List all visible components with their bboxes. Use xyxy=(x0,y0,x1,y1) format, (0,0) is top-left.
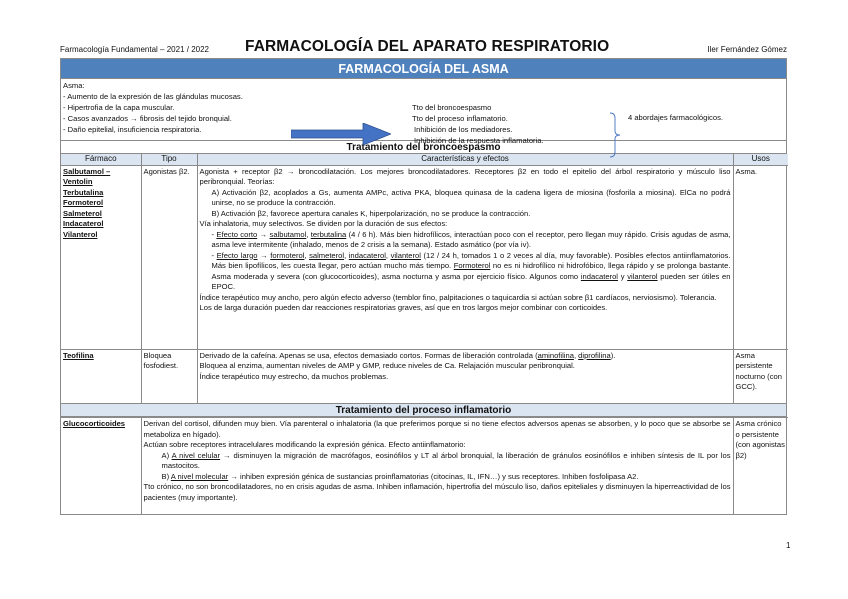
long-acting-label: Efecto largo xyxy=(216,250,258,260)
table-header-row xyxy=(61,154,788,165)
section-band-title: FARMACOLOGÍA DEL ASMA xyxy=(61,59,786,79)
drug-name: Glucocorticoides xyxy=(63,419,126,428)
inflammation-table xyxy=(61,417,788,514)
column-header-drug: Fármaco xyxy=(61,154,141,165)
short-acting-text: (4 / 6 h). Más bien hidrofílicos, interactúan poco con el receptor, pero llegan muy rápido. Crisis agudas de asma, asma leve intermitente (inhalado, menos de 2 crisis a la semana). Estado asmático (por vía iv). xyxy=(211,229,731,249)
drug-name: Salmeterol xyxy=(63,208,102,218)
separator: , xyxy=(573,350,579,360)
drug-name: Salbutamol – xyxy=(63,166,111,176)
target-item: Tto del broncoespasmo xyxy=(412,103,492,112)
features-paragraph: Actúan sobre receptores intracelulares modificando la expresión génica. Efecto antiinflamatorio: xyxy=(143,440,466,449)
theory-item: B) Activación β2, favorece apertura canales K, hiperpolarización, no se produce la contracción. xyxy=(211,208,531,218)
item-marker: B) xyxy=(161,471,171,481)
features-paragraph: Tto crónico, no son broncodilatadores, no en crisis agudas de asma. Inhiben inflamación, hipertrofia del músculo liso, daños epiteliales y disminuyen la hiperreactividad de los pacientes (muy importante). xyxy=(143,482,731,502)
table-row-teofilina xyxy=(61,349,788,403)
asthma-heading: Asma: xyxy=(63,81,85,90)
drug-mention: terbutalina xyxy=(310,229,347,239)
bronchospasm-table xyxy=(61,154,788,403)
asthma-pharmacology-table xyxy=(60,58,787,515)
drug-mention: formoterol xyxy=(270,250,305,260)
drug-mention: salmeterol xyxy=(309,250,345,260)
column-header-type: Tipo xyxy=(141,154,197,165)
features-paragraph: Los de larga duración pueden dar reacciones respiratorias graves, así que en tros largos mejor combinar con corticoides. xyxy=(199,303,608,312)
molecular-level-label: A nivel molecular xyxy=(170,471,229,481)
drug-name: Ventolin xyxy=(63,177,93,186)
long-acting-text: (12 / 24 h, tomados 1 o 2 veces al día, muy favorable). Posibles efectos antiinflamatorios. Más bien lipofílicos, les cuesta llegar, pero actúan mucho más tiempo. xyxy=(211,250,731,270)
features-cell xyxy=(197,165,733,349)
drug-cell xyxy=(61,165,141,349)
drug-name: Teofilina xyxy=(63,350,94,360)
features-paragraph xyxy=(200,351,731,362)
asthma-feature-item: - Hipertrofia de la capa muscular. xyxy=(63,103,175,112)
drug-mention: indacaterol xyxy=(348,250,386,260)
long-acting-item: - Efecto largo → formoterol, salmeterol, indacaterol, vilanterol (12 / 24 h, tomados 1 o 2 veces al día, muy favorable). Posibles efectos antiinflamatorios. Más bien lipofílicos, les cuesta llegar, pero actúan mucho más tiempo. Formoterol no es ni hidrofílico ni hidrofóbico, llega rápido y se prolonga bastante. Asma moderada y severa (con glucocorticoides), asma nocturna y asma por ejercicio físico. Algunos como indacaterol y vilanterol pueden ser útiles en EPOC. xyxy=(211,250,731,291)
item-marker: A) xyxy=(161,450,172,460)
drug-name: Terbutalina xyxy=(63,187,104,197)
features-paragraph: Vía inhalatoria, muy selectivos. Se dividen por la duración de sus efectos: xyxy=(199,219,448,228)
features-paragraph: Derivan del cortisol, difunden muy bien. Vía parenteral o inhalatoria (la que preferimos porque si no tiene efectos adversos apenas se absorben, y lo poco que se absorbe se metaboliza en hígado). xyxy=(143,419,731,439)
right-arrow-icon xyxy=(291,123,391,145)
drug-mention: indacaterol xyxy=(580,271,618,281)
features-paragraph: Índice terapéutico muy ancho, pero algún efecto adverso (temblor fino, palpitaciones o taquicardia si actúan sobre β1 cardíacos, nerviosismo). Tolerancia. xyxy=(199,292,717,302)
drug-mention: aminofilina xyxy=(537,350,574,360)
section-inflammation-heading: Tratamiento del proceso inflamatorio xyxy=(61,403,786,417)
long-acting-text: pueden ser útiles en EPOC. xyxy=(211,271,731,291)
uses-cell: Asma persistente nocturno (con GCC). xyxy=(733,349,788,403)
target-item: Inhibición de la respuesta inflamatoria. xyxy=(414,136,544,145)
column-header-uses: Usos xyxy=(733,154,788,165)
asthma-feature-item: - Casos avanzados → fibrosis del tejido bronquial. xyxy=(63,114,232,123)
features-paragraph: Bloquea al enzima, aumentan niveles de AMP y GMP, reduce niveles de Ca. Relajación muscular peribronquial. xyxy=(199,361,575,370)
arrow-text: → xyxy=(257,229,270,239)
author-name: Iler Fernández Gómez xyxy=(707,45,787,54)
document-title: FARMACOLOGÍA DEL APARATO RESPIRATORIO xyxy=(245,38,610,55)
uses-cell: Asma crónico o persistente (con agonistas β2) xyxy=(733,418,788,514)
features-cell xyxy=(197,349,733,403)
uses-cell: Asma. xyxy=(733,165,788,349)
approaches-summary: 4 abordajes farmacológicos. xyxy=(628,113,723,122)
cellular-level-label: A nivel celular xyxy=(171,450,221,460)
paragraph-text: ). xyxy=(610,350,616,360)
page-number: 1 xyxy=(786,541,791,550)
drug-mention: diprofilina xyxy=(578,350,611,360)
drug-mention: salbutamol xyxy=(269,229,307,239)
drug-name: Vilanterol xyxy=(63,229,98,239)
features-cell xyxy=(141,418,733,514)
column-header-features: Características y efectos xyxy=(197,154,733,165)
molecular-level-text: → inhiben expresión génica de sustancias proinflamatorias (citocinas, IL, IFN…) y sus receptores. Inhiben fosfolipasa A2. xyxy=(228,471,639,481)
conjunction: y xyxy=(618,271,628,281)
long-acting-text: no es ni hidrofílico ni hidrofóbico, llega rápido y se prolonga bastante. Asma moderada y severa (con glucocorticoides), asma nocturna y asma por ejercicio físico. Algunos como xyxy=(211,261,731,281)
target-item: Tto del proceso inflamatorio. xyxy=(412,114,508,123)
drug-name: Formoterol xyxy=(63,198,104,207)
treatment-targets xyxy=(412,102,612,146)
short-acting-item: - Efecto corto → salbutamol, terbutalina (4 / 6 h). Más bien hidrofílicos, interactúan poco con el receptor, pero llegan muy rápido. Crisis agudas de asma, asma leve intermitente (inhalado, menos de 2 crisis a la semana). Estado asmático (por vía iv). xyxy=(211,229,731,249)
type-cell: Bloquea fosfodiest. xyxy=(141,349,197,403)
asthma-intro xyxy=(61,79,786,145)
drug-mention: vilanterol xyxy=(627,271,658,281)
short-acting-label: Efecto corto xyxy=(216,229,258,239)
cellular-level-item xyxy=(144,451,731,472)
paragraph-text: Derivado de la cafeína. Apenas se usa, efectos demasiado cortos. Formas de liberación controlada ( xyxy=(199,350,538,360)
molecular-level-item xyxy=(144,472,731,483)
separator: , xyxy=(306,229,311,239)
target-item: Inhibición de los mediadores. xyxy=(414,125,513,134)
asthma-feature-item: - Daño epitelial, insuficiencia respiratoria. xyxy=(63,125,202,134)
arrow-text: → xyxy=(257,250,271,260)
features-paragraph: Agonista + receptor β2 → broncodilatación. Los mejores broncodilatadores. Receptores β2 en todo el epitelio del árbol respiratorio y músculo liso peribronquial. Teorías: xyxy=(199,166,731,186)
features-paragraph: Índice terapéutico muy estrecho, da muchos problemas. xyxy=(199,371,389,381)
table-row-beta2-agonists xyxy=(61,165,788,349)
page-header xyxy=(60,38,787,58)
drug-mention: vilanterol xyxy=(390,250,421,260)
drug-cell xyxy=(61,349,141,403)
type-cell: Agonistas β2. xyxy=(141,165,197,349)
drug-name: Indacaterol xyxy=(63,219,104,228)
theory-item: A) Activación β2, acoplados a Gs, aumenta AMPc, activa PKA, bloquea quinasa de la cadena ligera de miosina (fosforila a miosina). ElCa no podrá unirse, no se produce la contracción. xyxy=(211,187,731,207)
asthma-feature-item: - Aumento de la expresión de las glándulas mucosas. xyxy=(63,92,243,101)
drug-mention: Formoterol xyxy=(453,261,491,270)
drug-cell xyxy=(61,418,141,514)
cellular-level-text: → disminuyen la migración de macrófagos, eosinófilos y LT al árbol bronquial, la liberación de gránulos eosinófilos e inhiben síntesis de IL por los mastocitos. xyxy=(161,450,731,470)
curly-brace-icon xyxy=(609,112,621,158)
table-row-glucocorticoids xyxy=(61,418,788,514)
course-label: Farmacología Fundamental – 2021 / 2022 xyxy=(60,45,209,54)
section-bronchospasm-heading: Tratamiento del broncoespasmo xyxy=(61,141,786,154)
